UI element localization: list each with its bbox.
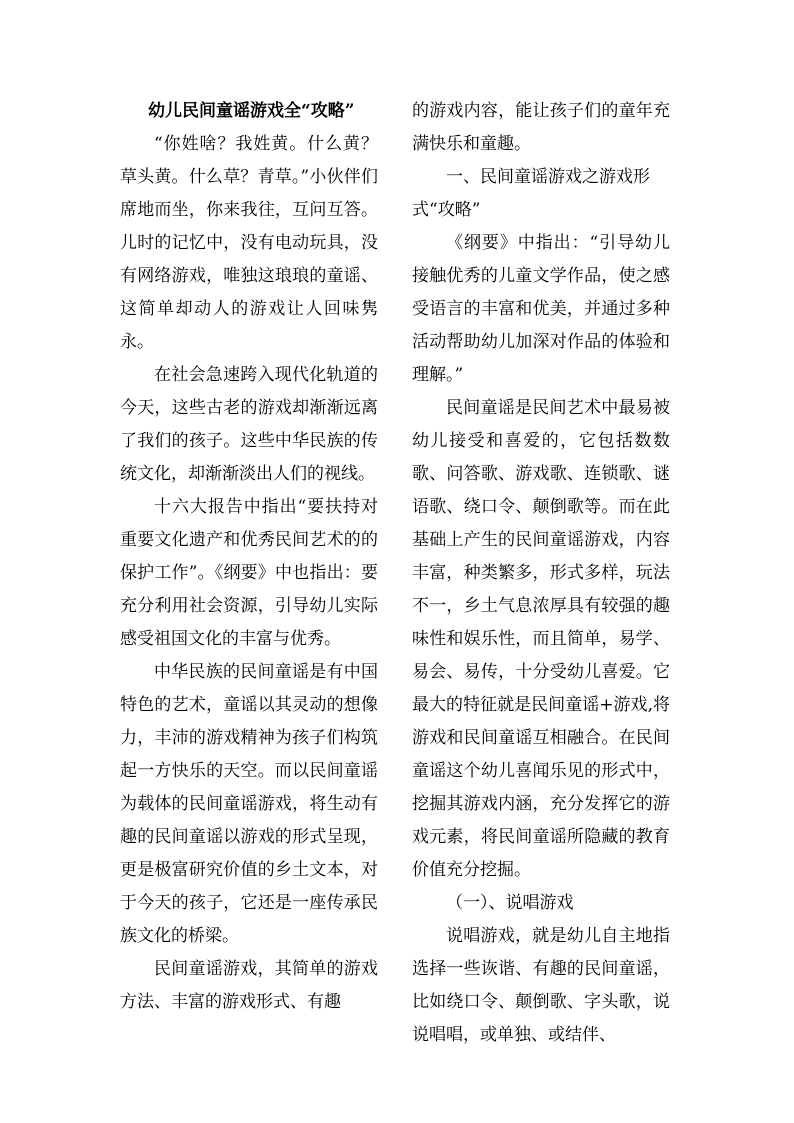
paragraph-continuation: 的游戏内容，能让孩子们的童年充满快乐和童趣。 <box>412 101 670 154</box>
paragraph: 十六大报告中指出“要扶持对重要文化遗产和优秀民间艺术的的保护工作”。《纲要》中也指出：要充分利用社会资源，引导幼儿实际感受祖国文化的丰富与优秀。 <box>120 497 378 649</box>
section-heading: 一、民间童谣游戏之游戏形式“攻略” <box>412 167 650 220</box>
paragraph: 《纲要》中指出：“引导幼儿接触优秀的儿童文学作品，使之感受语言的丰富和优美，并通过多种活动帮助幼儿加深对作品的体验和理解。” <box>412 233 670 385</box>
left-column <box>120 95 378 1019</box>
document-title: 幼儿民间童谣游戏全“攻略” <box>148 101 355 121</box>
subheading: （一）、说唱游戏 <box>446 893 574 913</box>
paragraph: “你姓啥？我姓黄。什么黄？草头黄。什么草？青草。”小伙伴们席地而坐，你来我往，互问互答。儿时的记忆中，没有电动玩具，没有网络游戏，唯独这琅琅的童谣、这简单却动人的游戏让人回味隽永。 <box>120 134 378 352</box>
right-column <box>412 95 670 1052</box>
paragraph: 说唱游戏，就是幼儿自主地指选择一些诙谐、有趣的民间童谣，比如绕口令、颠倒歌、字头歌，说说唱唱，或单独、或结伴、 <box>412 926 670 1045</box>
paragraph: 民间童谣是民间艺术中最易被幼儿接受和喜爱的，它包括数数歌、问答歌、游戏歌、连锁歌、谜语歌、绕口令、颠倒歌等。而在此基础上产生的民间童谣游戏，内容丰富，种类繁多，形式多样，玩法不一，乡土气息浓厚具有较强的趣味性和娱乐性，而且简单，易学、易会、易传，十分受幼儿喜爱。它最大的特征就是民间童谣+游戏,将游戏和民间童谣互相融合。在民间童谣这个幼儿喜闻乐见的形式中，挖掘其游戏内涵，充分发挥它的游戏元素，将民间童谣所隐藏的教育价值充分挖掘。 <box>412 398 670 880</box>
paragraph: 中华民族的民间童谣是有中国特色的艺术，童谣以其灵动的想像力，丰沛的游戏精神为孩子们构筑起一方快乐的天空。而以民间童谣为载体的民间童谣游戏，将生动有趣的民间童谣以游戏的形式呈现，更是极富研究价值的乡土文本，对于今天的孩子，它还是一座传承民族文化的桥梁。 <box>120 662 378 946</box>
paragraph: 民间童谣游戏，其简单的游戏方法、丰富的游戏形式、有趣 <box>120 959 378 1012</box>
paragraph: 在社会急速跨入现代化轨道的今天，这些古老的游戏却渐渐远离了我们的孩子。这些中华民族的传统文化，却渐渐淡出人们的视线。 <box>120 365 378 484</box>
